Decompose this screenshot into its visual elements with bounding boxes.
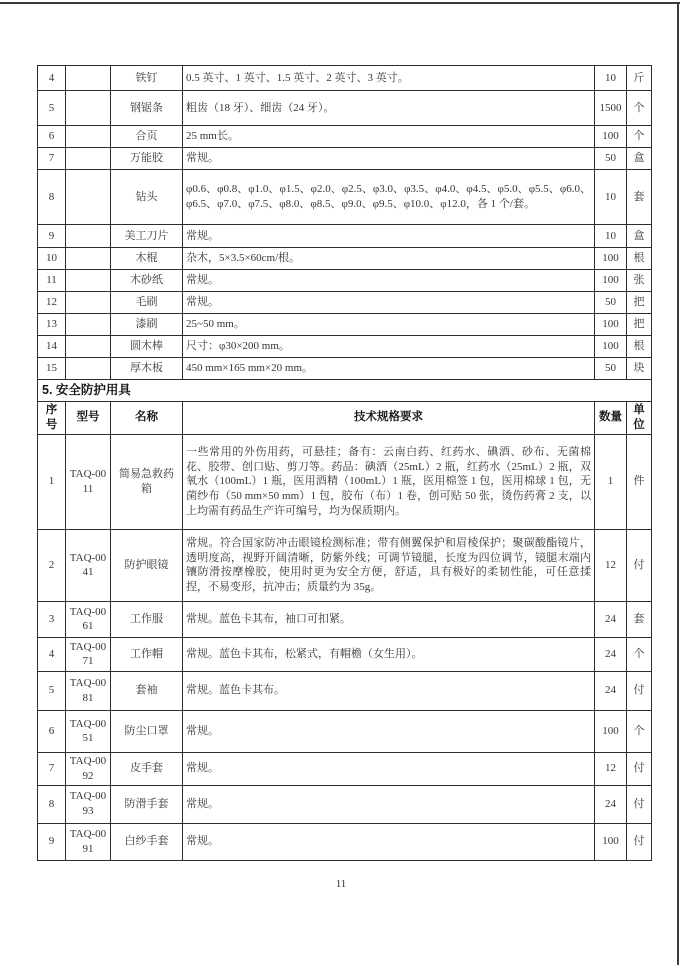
row-number-cell: 2 bbox=[38, 529, 66, 601]
row-number-cell: 7 bbox=[38, 148, 66, 170]
row-number-cell: 14 bbox=[38, 336, 66, 358]
name-cell: 套袖 bbox=[111, 671, 183, 710]
spec-cell: 常规。 bbox=[183, 225, 595, 248]
row-number-cell: 15 bbox=[38, 358, 66, 380]
table-row bbox=[38, 434, 652, 529]
quantity-cell: 100 bbox=[595, 248, 627, 270]
quantity-cell: 10 bbox=[595, 66, 627, 91]
section-title-row bbox=[38, 380, 652, 402]
column-header-spec: 技术规格要求 bbox=[183, 401, 595, 434]
model-cell: TAQ-0011 bbox=[66, 434, 111, 529]
unit-cell: 盒 bbox=[627, 148, 652, 170]
unit-cell: 把 bbox=[627, 314, 652, 336]
spec-cell: 一些常用的外伤用药，可悬挂；备有：云南白药、红药水、碘酒、砂布、无菌棉花、胶带、创口贴、剪刀等。药品：碘酒（25mL）2 瓶，红药水（25mL）2 瓶，双氧水（100mL）1 瓶，医用酒精（100mL）1 瓶，医用棉签 1 包，医用棉球 1 包，无菌纱布（50 mm×50 mm）1 包，胶布（布）1 卷，创可贴 50 张，烫伤药膏 2 支，以上均需有药品生产许可编号，均为保质期内。 bbox=[183, 434, 595, 529]
row-number-cell: 12 bbox=[38, 292, 66, 314]
row-number-cell: 13 bbox=[38, 314, 66, 336]
row-number-cell: 1 bbox=[38, 434, 66, 529]
model-cell: TAQ-0091 bbox=[66, 823, 111, 860]
spec-cell: 粗齿（18 牙）、细齿（24 牙）。 bbox=[183, 91, 595, 126]
unit-cell: 把 bbox=[627, 292, 652, 314]
spec-cell: 尺寸：φ30×200 mm。 bbox=[183, 336, 595, 358]
name-cell: 厚木板 bbox=[111, 358, 183, 380]
spec-cell: 常规。 bbox=[183, 270, 595, 292]
row-number-cell: 4 bbox=[38, 66, 66, 91]
model-cell: TAQ-0092 bbox=[66, 752, 111, 785]
quantity-cell: 24 bbox=[595, 671, 627, 710]
name-cell: 防滑手套 bbox=[111, 785, 183, 823]
quantity-cell: 10 bbox=[595, 170, 627, 225]
model-cell: TAQ-0051 bbox=[66, 710, 111, 752]
table-row bbox=[38, 358, 652, 380]
quantity-cell: 10 bbox=[595, 225, 627, 248]
name-cell: 皮手套 bbox=[111, 752, 183, 785]
unit-cell: 付 bbox=[627, 752, 652, 785]
model-cell bbox=[66, 225, 111, 248]
table-row bbox=[38, 148, 652, 170]
model-cell bbox=[66, 170, 111, 225]
name-cell: 铁钉 bbox=[111, 66, 183, 91]
name-cell: 合页 bbox=[111, 126, 183, 148]
unit-cell: 付 bbox=[627, 671, 652, 710]
model-cell bbox=[66, 314, 111, 336]
table-row bbox=[38, 292, 652, 314]
spec-cell: 常规。 bbox=[183, 823, 595, 860]
spec-cell: 25 mm长。 bbox=[183, 126, 595, 148]
table-row bbox=[38, 529, 652, 601]
quantity-cell: 100 bbox=[595, 710, 627, 752]
table-row bbox=[38, 248, 652, 270]
spec-cell: 常规。 bbox=[183, 752, 595, 785]
quantity-cell: 24 bbox=[595, 601, 627, 637]
name-cell: 木棍 bbox=[111, 248, 183, 270]
unit-cell: 个 bbox=[627, 637, 652, 671]
unit-cell: 个 bbox=[627, 91, 652, 126]
page-border-right bbox=[677, 2, 679, 965]
unit-cell: 付 bbox=[627, 529, 652, 601]
model-cell: TAQ-0071 bbox=[66, 637, 111, 671]
table-row bbox=[38, 126, 652, 148]
name-cell: 木砂纸 bbox=[111, 270, 183, 292]
table-row bbox=[38, 601, 652, 637]
model-cell: TAQ-0041 bbox=[66, 529, 111, 601]
model-cell: TAQ-0093 bbox=[66, 785, 111, 823]
model-cell bbox=[66, 248, 111, 270]
table-row bbox=[38, 671, 652, 710]
model-cell bbox=[66, 292, 111, 314]
spec-cell: 25~50 mm。 bbox=[183, 314, 595, 336]
table-row bbox=[38, 225, 652, 248]
model-cell bbox=[66, 148, 111, 170]
table-row bbox=[38, 823, 652, 860]
unit-cell: 个 bbox=[627, 126, 652, 148]
model-cell bbox=[66, 336, 111, 358]
spec-cell: 常规。蓝色卡其布，袖口可扣紧。 bbox=[183, 601, 595, 637]
spec-cell: 常规。 bbox=[183, 710, 595, 752]
unit-cell: 根 bbox=[627, 336, 652, 358]
quantity-cell: 1 bbox=[595, 434, 627, 529]
unit-cell: 个 bbox=[627, 710, 652, 752]
spec-cell: 常规。蓝色卡其布。 bbox=[183, 671, 595, 710]
unit-cell: 张 bbox=[627, 270, 652, 292]
page-border-top bbox=[0, 2, 680, 4]
quantity-cell: 50 bbox=[595, 292, 627, 314]
name-cell: 防尘口罩 bbox=[111, 710, 183, 752]
quantity-cell: 50 bbox=[595, 358, 627, 380]
table-row bbox=[38, 710, 652, 752]
row-number-cell: 9 bbox=[38, 823, 66, 860]
section-title: 5. 安全防护用具 bbox=[38, 380, 652, 402]
table-header-row bbox=[38, 401, 652, 434]
model-cell bbox=[66, 358, 111, 380]
name-cell: 工作服 bbox=[111, 601, 183, 637]
model-cell: TAQ-0081 bbox=[66, 671, 111, 710]
name-cell: 圆木棒 bbox=[111, 336, 183, 358]
quantity-cell: 100 bbox=[595, 823, 627, 860]
table-row bbox=[38, 91, 652, 126]
model-cell bbox=[66, 270, 111, 292]
model-cell: TAQ-0061 bbox=[66, 601, 111, 637]
quantity-cell: 100 bbox=[595, 336, 627, 358]
name-cell: 漆刷 bbox=[111, 314, 183, 336]
row-number-cell: 9 bbox=[38, 225, 66, 248]
unit-cell: 块 bbox=[627, 358, 652, 380]
table-row bbox=[38, 336, 652, 358]
spec-cell: 常规。 bbox=[183, 292, 595, 314]
quantity-cell: 100 bbox=[595, 270, 627, 292]
spec-cell: 常规。 bbox=[183, 785, 595, 823]
page-number: 11 bbox=[335, 878, 347, 890]
column-header-no: 序号 bbox=[38, 401, 66, 434]
table-row bbox=[38, 270, 652, 292]
quantity-cell: 24 bbox=[595, 637, 627, 671]
row-number-cell: 11 bbox=[38, 270, 66, 292]
table-row bbox=[38, 752, 652, 785]
name-cell: 钢锯条 bbox=[111, 91, 183, 126]
spec-cell: 杂木，5×3.5×60cm/根。 bbox=[183, 248, 595, 270]
column-header-unit: 单位 bbox=[627, 401, 652, 434]
name-cell: 防护眼镜 bbox=[111, 529, 183, 601]
row-number-cell: 4 bbox=[38, 637, 66, 671]
row-number-cell: 8 bbox=[38, 785, 66, 823]
model-cell bbox=[66, 126, 111, 148]
quantity-cell: 50 bbox=[595, 148, 627, 170]
row-number-cell: 8 bbox=[38, 170, 66, 225]
model-cell bbox=[66, 66, 111, 91]
row-number-cell: 5 bbox=[38, 671, 66, 710]
row-number-cell: 7 bbox=[38, 752, 66, 785]
spec-cell: 常规。 bbox=[183, 148, 595, 170]
table-row bbox=[38, 314, 652, 336]
name-cell: 钻头 bbox=[111, 170, 183, 225]
table-row bbox=[38, 66, 652, 91]
name-cell: 简易急救药箱 bbox=[111, 434, 183, 529]
quantity-cell: 100 bbox=[595, 126, 627, 148]
name-cell: 美工刀片 bbox=[111, 225, 183, 248]
spec-cell: 常规。蓝色卡其布，松紧式，有帽檐（女生用）。 bbox=[183, 637, 595, 671]
row-number-cell: 5 bbox=[38, 91, 66, 126]
quantity-cell: 12 bbox=[595, 529, 627, 601]
unit-cell: 盒 bbox=[627, 225, 652, 248]
column-header-qty: 数量 bbox=[595, 401, 627, 434]
name-cell: 白纱手套 bbox=[111, 823, 183, 860]
row-number-cell: 3 bbox=[38, 601, 66, 637]
column-header-model: 型号 bbox=[66, 401, 111, 434]
spec-cell: 0.5 英寸、1 英寸、1.5 英寸、2 英寸、3 英寸。 bbox=[183, 66, 595, 91]
quantity-cell: 12 bbox=[595, 752, 627, 785]
unit-cell: 件 bbox=[627, 434, 652, 529]
table-row bbox=[38, 785, 652, 823]
spec-cell: 常规。符合国家防冲击眼镜检测标准；带有侧翼保护和眉棱保护；聚碳酸酯镜片，透明度高，视野开阔清晰，防紫外线；可调节镜腿，长度为四位调节，镜腿末端内镶防滑按摩橡胶，使用时更为安全方便，舒适，具有极好的柔韧性能，可任意揉捏，不易变形，抗冲击；质量约为 35g。 bbox=[183, 529, 595, 601]
name-cell: 毛刷 bbox=[111, 292, 183, 314]
name-cell: 工作帽 bbox=[111, 637, 183, 671]
row-number-cell: 10 bbox=[38, 248, 66, 270]
procurement-table bbox=[37, 65, 652, 861]
quantity-cell: 1500 bbox=[595, 91, 627, 126]
model-cell bbox=[66, 91, 111, 126]
unit-cell: 套 bbox=[627, 601, 652, 637]
name-cell: 万能胶 bbox=[111, 148, 183, 170]
spec-cell: φ0.6、φ0.8、φ1.0、φ1.5、φ2.0、φ2.5、φ3.0、φ3.5、φ4.0、φ4.5、φ5.0、φ5.5、φ6.0、φ6.5、φ7.0、φ7.5、φ8.0、φ8.5、φ9.0、φ9.5、φ10.0、φ12.0，各 1 个/套。 bbox=[183, 170, 595, 225]
table-row bbox=[38, 170, 652, 225]
spec-cell: 450 mm×165 mm×20 mm。 bbox=[183, 358, 595, 380]
unit-cell: 套 bbox=[627, 170, 652, 225]
row-number-cell: 6 bbox=[38, 710, 66, 752]
quantity-cell: 100 bbox=[595, 314, 627, 336]
unit-cell: 付 bbox=[627, 823, 652, 860]
unit-cell: 根 bbox=[627, 248, 652, 270]
row-number-cell: 6 bbox=[38, 126, 66, 148]
unit-cell: 斤 bbox=[627, 66, 652, 91]
quantity-cell: 24 bbox=[595, 785, 627, 823]
table-row bbox=[38, 637, 652, 671]
unit-cell: 付 bbox=[627, 785, 652, 823]
column-header-name: 名称 bbox=[111, 401, 183, 434]
